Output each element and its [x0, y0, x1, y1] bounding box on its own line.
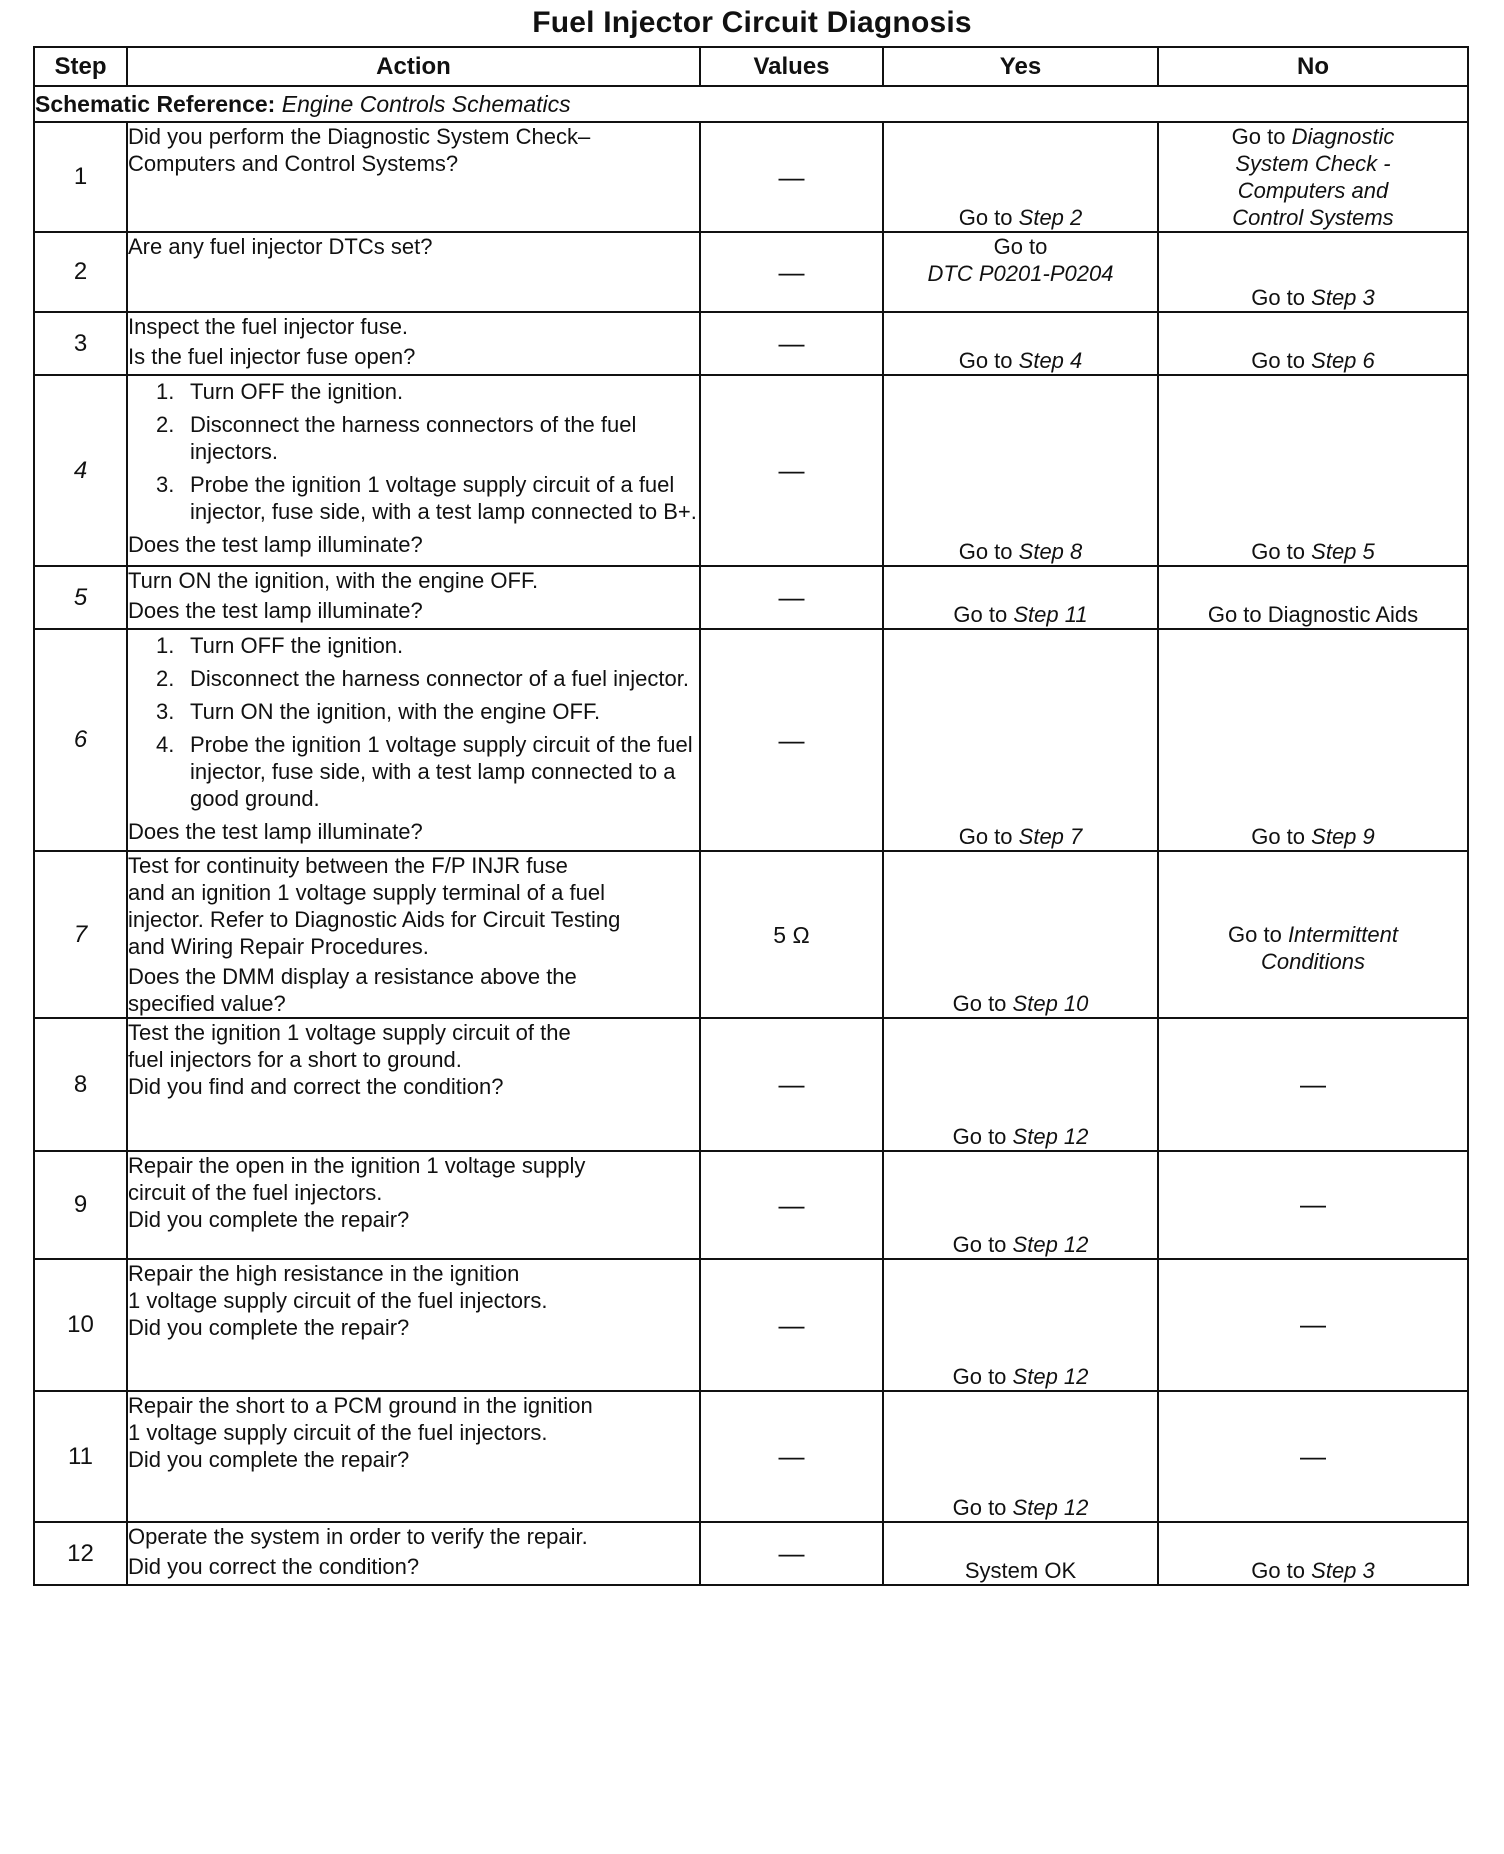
no-cell [1158, 1018, 1468, 1151]
procedure-item: 4. Probe the ignition 1 voltage supply circuit of the fuel injector, fuse side, with a test lamp connected to a good ground. [156, 732, 693, 811]
dash: — [778, 256, 805, 287]
no-target: Step 6 [1311, 348, 1375, 373]
values-cell [700, 1522, 883, 1585]
action-question: Does the test lamp illuminate? [128, 532, 423, 557]
step-number: 2 [34, 232, 127, 312]
procedure-item: 3. Probe the ignition 1 voltage supply circuit of a fuel injector, fuse side, with a test lamp connected to B+. [156, 472, 697, 524]
go-to-text: Go to [952, 1124, 1007, 1149]
yes-cell [883, 1018, 1158, 1151]
header-no: No [1158, 47, 1468, 86]
go-to-text: Go to [1251, 1558, 1306, 1583]
dash: — [1300, 1068, 1326, 1099]
yes-cell [883, 312, 1158, 375]
action-cell [127, 375, 700, 566]
go-to-text: Go to [1251, 824, 1306, 849]
step-number: 3 [34, 312, 127, 375]
procedure-item: 3. Turn ON the ignition, with the engine OFF. [156, 699, 601, 724]
action-cell [127, 566, 700, 629]
diagnosis-table [33, 46, 1469, 1586]
no-cell [1158, 375, 1468, 566]
dash: — [1300, 1189, 1326, 1219]
step-number: 12 [34, 1522, 127, 1585]
action-text: Repair the high resistance in the ignition [128, 1261, 520, 1286]
action-question: Did you complete the repair? [128, 1207, 410, 1232]
dash: — [778, 724, 805, 755]
yes-cell [883, 375, 1158, 566]
action-text: Operate the system in order to verify the repair. [128, 1524, 588, 1549]
header-yes: Yes [883, 47, 1158, 86]
go-to-text: Go to [953, 602, 1008, 627]
yes-cell [883, 1151, 1158, 1259]
step-number: 11 [34, 1391, 127, 1522]
no-target: Step 5 [1311, 539, 1375, 564]
go-to-text: Go to [958, 205, 1013, 230]
values-cell [700, 232, 883, 312]
action-text: Are any fuel injector DTCs set? [128, 234, 433, 259]
table-row [34, 629, 1468, 851]
dash: — [778, 455, 805, 485]
step-number: 4 [34, 375, 127, 566]
dash: — [778, 161, 805, 192]
no-target: Computers and [1237, 178, 1389, 203]
no-cell [1158, 1391, 1468, 1522]
action-question: Did you complete the repair? [128, 1315, 410, 1340]
action-cell [127, 232, 700, 312]
yes-target: Step 12 [1012, 1232, 1089, 1257]
resistance-value: 5 Ω [773, 922, 810, 948]
yes-target: Step 4 [1018, 348, 1083, 373]
yes-target: DTC P0201-P0204 [927, 261, 1114, 286]
action-cell [127, 1522, 700, 1585]
action-question: Does the test lamp illuminate? [128, 819, 423, 844]
action-cell [127, 1151, 700, 1259]
yes-target: Step 12 [1012, 1364, 1089, 1389]
step-number: 7 [34, 851, 127, 1018]
step-number: 1 [34, 122, 127, 232]
no-cell [1158, 629, 1468, 851]
action-text: Computers and Control Systems? [128, 151, 459, 176]
yes-cell [883, 566, 1158, 629]
go-to-text: Go to [958, 348, 1013, 373]
values-cell [700, 851, 883, 1018]
step-number: 8 [34, 1018, 127, 1151]
action-text: Test the ignition 1 voltage supply circuit of the [128, 1020, 571, 1045]
dash: — [778, 1189, 805, 1220]
values-cell [700, 1151, 883, 1259]
action-cell [127, 312, 700, 375]
yes-cell [883, 851, 1158, 1018]
no-cell [1158, 1151, 1468, 1259]
action-text: Repair the short to a PCM ground in the ignition [128, 1393, 593, 1418]
table-row [34, 1391, 1468, 1522]
dash: — [778, 582, 805, 612]
action-cell [127, 1391, 700, 1522]
go-to-text: Go to [1228, 921, 1282, 947]
action-cell [127, 122, 700, 232]
no-target: Diagnostic [1291, 124, 1395, 149]
action-question: specified value? [128, 991, 286, 1016]
schematic-reference-label: Schematic Reference: [35, 90, 276, 117]
go-to-text: Go to [958, 539, 1013, 564]
action-cell [127, 1018, 700, 1151]
no-target: Step 9 [1311, 824, 1375, 849]
values-cell [700, 122, 883, 232]
no-target: Step 3 [1311, 1558, 1375, 1583]
header-row [34, 47, 1468, 86]
dash: — [778, 1309, 805, 1340]
no-target: Conditions [1261, 948, 1365, 974]
values-cell [700, 1259, 883, 1391]
schematic-reference-row [34, 86, 1468, 122]
no-cell [1158, 851, 1468, 1018]
values-cell [700, 566, 883, 629]
yes-cell [883, 629, 1158, 851]
go-to-text: Go to [952, 1495, 1007, 1520]
action-cell [127, 629, 700, 851]
table-row [34, 232, 1468, 312]
action-text: Turn ON the ignition, with the engine OFF. [128, 568, 539, 593]
yes-target: System OK [964, 1558, 1077, 1583]
go-to-text: Go to [952, 991, 1007, 1016]
action-cell [127, 851, 700, 1018]
procedure-item: 1. Turn OFF the ignition. [156, 379, 404, 404]
go-to-text: Go to [1251, 348, 1306, 373]
action-text: Repair the open in the ignition 1 voltage supply [128, 1153, 586, 1178]
table-row [34, 122, 1468, 232]
action-text: and Wiring Repair Procedures. [128, 934, 429, 959]
dash: — [1300, 1309, 1326, 1339]
step-number: 10 [34, 1259, 127, 1391]
go-to-text: Go to [952, 1232, 1007, 1257]
yes-cell [883, 122, 1158, 232]
action-cell [127, 1259, 700, 1391]
table-row [34, 1151, 1468, 1259]
action-question: Did you complete the repair? [128, 1447, 410, 1472]
step-number: 9 [34, 1151, 127, 1259]
header-values: Values [700, 47, 883, 86]
table-row [34, 566, 1468, 629]
header-step: Step [34, 47, 127, 86]
procedure-item: 1. Turn OFF the ignition. [156, 633, 404, 658]
go-to-text: Go to [1251, 539, 1306, 564]
table-row [34, 375, 1468, 566]
no-target: Go to Diagnostic Aids [1207, 602, 1419, 627]
no-target: System Check - [1235, 151, 1391, 176]
no-target: Step 3 [1311, 285, 1375, 310]
table-row [34, 851, 1468, 1018]
yes-target: Step 7 [1018, 824, 1083, 849]
go-to-text: Go to [952, 1364, 1007, 1389]
values-cell [700, 1018, 883, 1151]
action-text: 1 voltage supply circuit of the fuel injectors. [128, 1288, 548, 1313]
dash: — [778, 1538, 805, 1568]
yes-target: Step 11 [1013, 602, 1088, 627]
no-cell [1158, 312, 1468, 375]
go-to-text: Go to [958, 824, 1013, 849]
yes-target: Step 8 [1018, 539, 1083, 564]
yes-cell [883, 1522, 1158, 1585]
action-question: Does the DMM display a resistance above the [128, 964, 577, 989]
action-text: and an ignition 1 voltage supply terminal of a fuel [128, 880, 605, 905]
action-text: 1 voltage supply circuit of the fuel injectors. [128, 1420, 548, 1445]
yes-target: Step 12 [1012, 1495, 1089, 1520]
values-cell [700, 629, 883, 851]
go-to-text: Go to [993, 234, 1048, 259]
action-question: Did you correct the condition? [128, 1554, 420, 1579]
action-text: Inspect the fuel injector fuse. [128, 314, 409, 339]
procedure-item: 2. Disconnect the harness connectors of the fuel injectors. [156, 412, 637, 464]
schematic-reference-value: Engine Controls Schematics [281, 90, 571, 117]
values-cell [700, 312, 883, 375]
go-to-text: Go to [1251, 285, 1306, 310]
no-target: Intermittent [1287, 921, 1398, 947]
action-text: fuel injectors for a short to ground. [128, 1047, 462, 1072]
page-title: Fuel Injector Circuit Diagnosis [532, 6, 972, 39]
values-cell [700, 1391, 883, 1522]
table-row [34, 312, 1468, 375]
table-row [34, 1259, 1468, 1391]
no-cell [1158, 566, 1468, 629]
step-number: 5 [34, 566, 127, 629]
yes-cell [883, 232, 1158, 312]
dash: — [778, 1069, 805, 1099]
table-row [34, 1018, 1468, 1151]
procedure-item: 2. Disconnect the harness connector of a fuel injector. [156, 666, 689, 691]
action-text: Test for continuity between the F/P INJR fuse [128, 853, 568, 878]
no-cell [1158, 232, 1468, 312]
yes-target: Step 12 [1012, 1124, 1089, 1149]
no-target: Control Systems [1232, 205, 1394, 230]
action-text: Did you perform the Diagnostic System Check– [128, 124, 591, 149]
dash: — [778, 328, 805, 358]
no-cell [1158, 1259, 1468, 1391]
table-row [34, 1522, 1468, 1585]
header-action: Action [127, 47, 700, 86]
schematic-reference [34, 86, 1468, 122]
action-text: circuit of the fuel injectors. [128, 1180, 383, 1205]
dash: — [778, 1441, 805, 1471]
procedure-list [128, 632, 699, 812]
procedure-list [128, 378, 699, 525]
no-cell [1158, 1522, 1468, 1585]
go-to-text: Go to [1231, 124, 1286, 149]
step-number: 6 [34, 629, 127, 851]
no-cell [1158, 122, 1468, 232]
dash: — [1300, 1440, 1326, 1471]
action-question: Does the test lamp illuminate? [128, 598, 423, 623]
action-question: Is the fuel injector fuse open? [128, 344, 416, 369]
yes-cell [883, 1259, 1158, 1391]
action-text: injector. Refer to Diagnostic Aids for Circuit Testing [128, 907, 621, 932]
yes-target: Step 10 [1012, 991, 1089, 1016]
yes-cell [883, 1391, 1158, 1522]
values-cell [700, 375, 883, 566]
yes-target: Step 2 [1018, 205, 1083, 230]
action-question: Did you find and correct the condition? [128, 1074, 504, 1099]
